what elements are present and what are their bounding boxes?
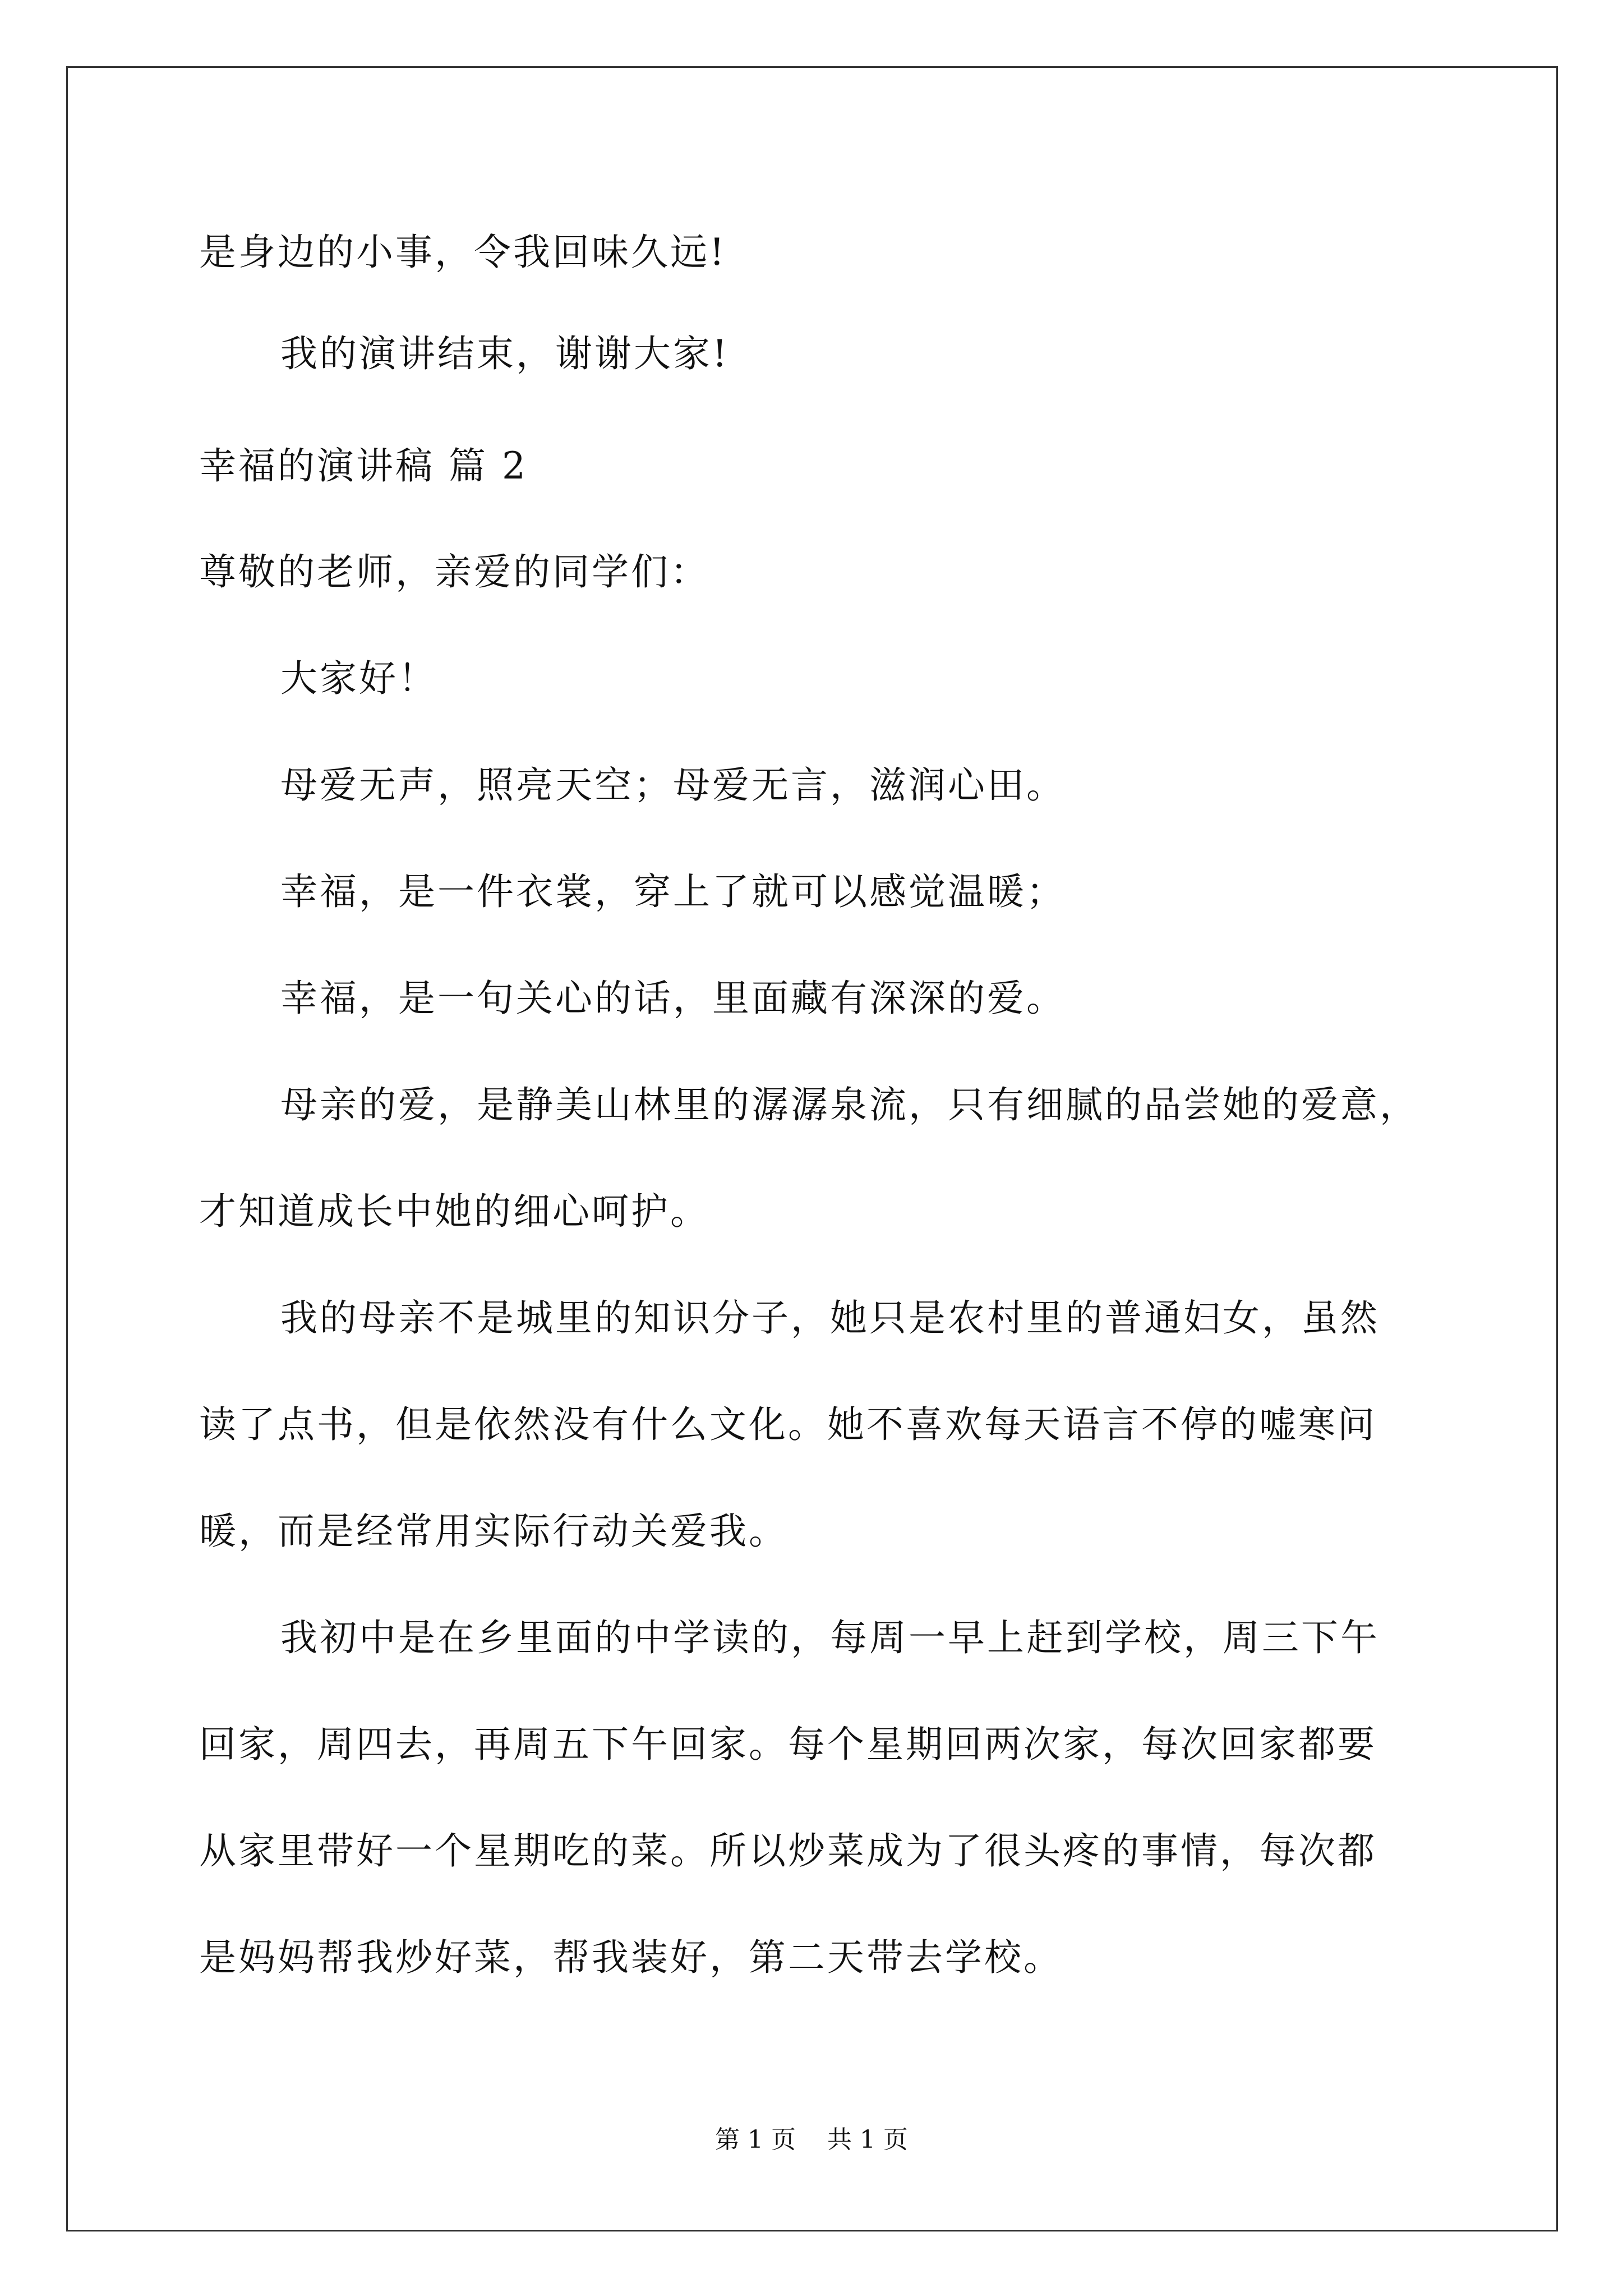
section-heading: 幸福的演讲稿 篇 2 <box>199 444 528 487</box>
page-number: 第 1 页 <box>715 2125 796 2154</box>
salutation: 尊敬的老师，亲爱的同学们： <box>199 550 709 593</box>
paragraph-line: 我的演讲结束，谢谢大家! <box>280 332 730 375</box>
page-total: 共 1 页 <box>827 2125 908 2154</box>
greeting: 大家好！ <box>280 657 437 700</box>
paragraph-line: 我初中是在乡里面的中学读的，每周一早上赶到学校，周三下午 <box>280 1616 1380 1659</box>
paragraph-line: 是身边的小事，令我回味久远! <box>199 231 727 274</box>
paragraph-line: 母爱无声，照亮天空；母爱无言，滋润心田。 <box>280 763 1066 807</box>
paragraph-line: 母亲的爱，是静美山林里的潺潺泉流，只有细腻的品尝她的爱意， <box>280 1083 1419 1126</box>
paragraph-line: 幸福，是一句关心的话，里面藏有深深的爱。 <box>280 977 1066 1020</box>
paragraph-line: 回家，周四去，再周五下午回家。每个星期回两次家，每次回家都要 <box>199 1723 1377 1766</box>
paragraph-line: 才知道成长中她的细心呵护。 <box>199 1190 709 1233</box>
paragraph-line: 从家里带好一个星期吃的菜。所以炒菜成为了很头疼的事情，每次都 <box>199 1829 1377 1872</box>
paragraph-line: 读了点书，但是依然没有什么文化。她不喜欢每天语言不停的嘘寒问 <box>199 1403 1377 1446</box>
paragraph-line: 幸福，是一件衣裳，穿上了就可以感觉温暖； <box>280 870 1066 913</box>
paragraph-line: 我的母亲不是城里的知识分子，她只是农村里的普通妇女，虽然 <box>280 1296 1380 1340</box>
paragraph-line: 是妈妈帮我炒好菜，帮我装好，第二天带去学校。 <box>199 1936 1063 1979</box>
page-footer <box>0 2123 1623 2157</box>
paragraph-line: 暖，而是经常用实际行动关爱我。 <box>199 1510 788 1553</box>
page-border <box>66 66 1558 2231</box>
